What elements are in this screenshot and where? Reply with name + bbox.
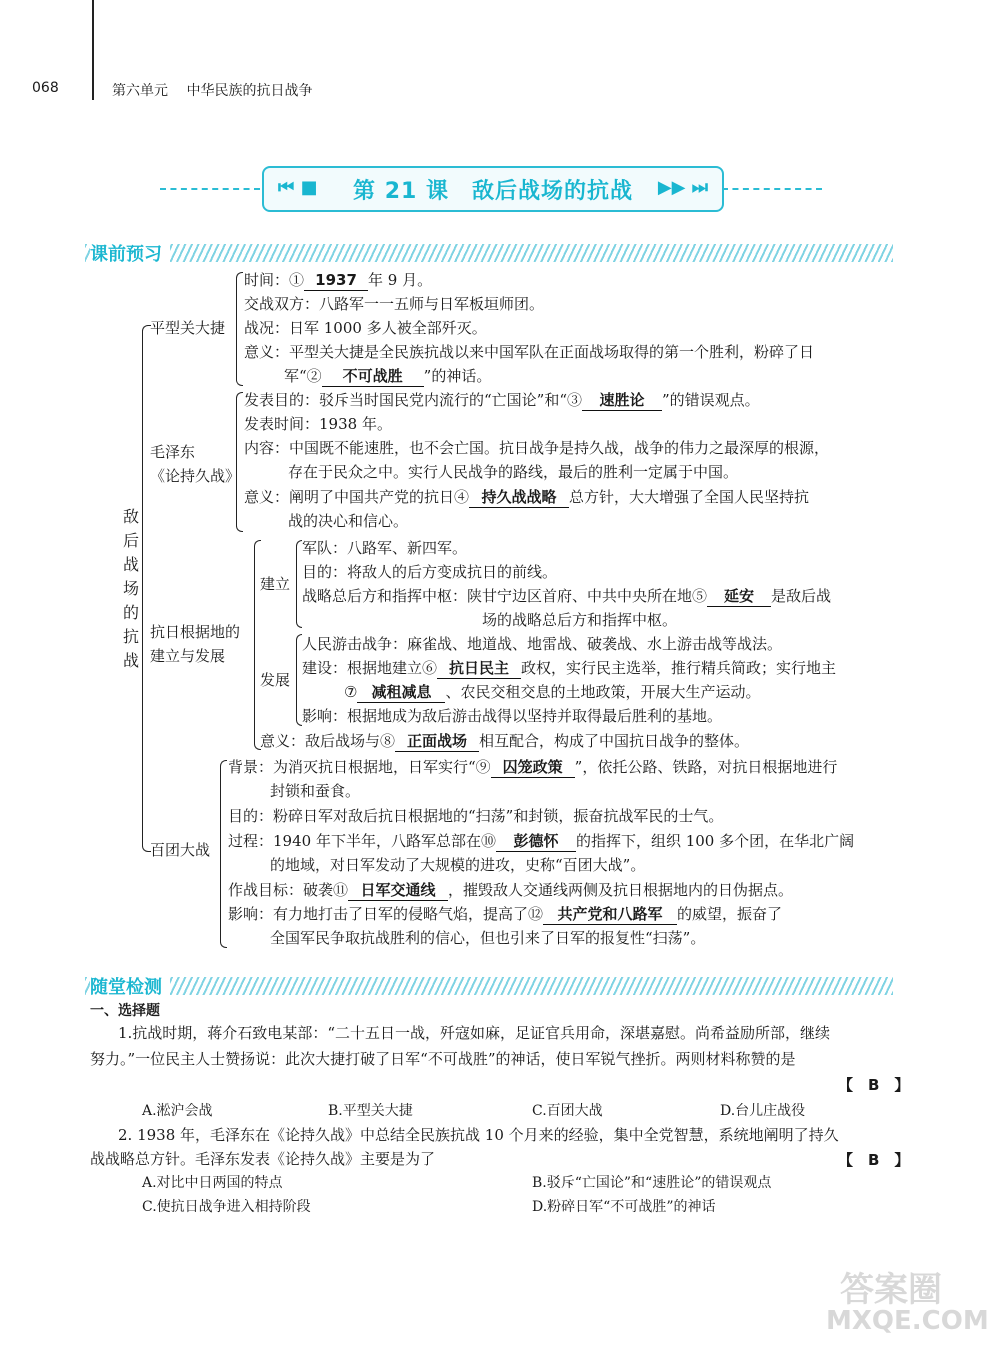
- blank-2[interactable]: 不可战胜: [322, 366, 424, 387]
- hundred-effect: 影响：有力地打击了日军的侵略气焰，提高了⑫ 共产党和八路军 的威望，振奋了: [228, 905, 783, 923]
- mao-content: 内容：中国既不能速胜，也不会亡国。抗日战争是持久战，战争的伟力之最深厚的根源，: [244, 439, 830, 457]
- mao-label-2: 《论持久战》: [150, 467, 241, 485]
- unit-label: 第六单元: [112, 83, 168, 99]
- section-title-preview: 课前预习: [90, 240, 170, 266]
- base-army: 军队：八路军、新四军。: [302, 539, 468, 557]
- mao-purpose: 发表目的：驳斥当时国民党内流行的“亡国论”和“③ 速胜论 ”的错误观点。: [244, 391, 760, 409]
- section-bar-preview: [85, 244, 893, 262]
- hundred-target: 作战目标：破袭⑪ 日军交通线 ，摧毁敌人交通线两侧及抗日根据地内的日伪据点。: [228, 881, 794, 899]
- hundred-bg-2: 封锁和蚕食。: [270, 782, 361, 800]
- q2-option-c[interactable]: C.使抗日战争进入相持阶段: [142, 1199, 311, 1215]
- mao-label-1: 毛泽东: [150, 443, 196, 461]
- blank-3[interactable]: 速胜论: [582, 390, 662, 411]
- base-brace: [254, 540, 261, 750]
- q1-answer[interactable]: 【 B 】: [838, 1076, 910, 1094]
- q1-option-b[interactable]: B.平型关大捷: [328, 1103, 413, 1119]
- header-divider: [92, 0, 94, 100]
- q1-option-d[interactable]: D.台儿庄战役: [720, 1103, 806, 1119]
- lesson-title-box: [262, 166, 724, 212]
- pxg-label: 平型关大捷: [150, 319, 226, 337]
- blank-8[interactable]: 正面战场: [395, 731, 479, 752]
- mao-meaning-2: 战的决心和信心。: [288, 512, 409, 530]
- pxg-time: 时间：① 1937 年 9 月。: [244, 271, 433, 289]
- blank-10[interactable]: 彭德怀: [496, 831, 576, 852]
- blank-11[interactable]: 日军交通线: [348, 880, 448, 901]
- blank-7[interactable]: 减租减息: [357, 682, 445, 703]
- base-label-2: 建立与发展: [150, 647, 226, 665]
- base-cons: 建设：根据地建立⑥ 抗日民主 政权，实行民主选举，推行精兵简政；实行地主: [302, 659, 837, 677]
- base-impact: 影响：根据地成为敌后游击战得以坚持并取得最后胜利的基地。: [302, 707, 723, 725]
- blank-12[interactable]: 共产党和八路军: [543, 904, 677, 925]
- section-title-check: 随堂检测: [90, 973, 170, 999]
- hundred-goal: 目的：粉碎日军对敌后抗日根据地的“扫荡”和封锁，振奋抗战军民的士气。: [228, 807, 724, 825]
- base-label-1: 抗日根据地的: [150, 623, 241, 641]
- root-brace: [142, 325, 151, 852]
- title-deco-left: [160, 188, 260, 190]
- base-hq: 战略总后方和指挥中枢：陕甘宁边区首府、中共中央所在地⑤ 延安 是敌后战: [302, 587, 832, 605]
- mao-time: 发表时间：1938 年。: [244, 415, 392, 433]
- q2-option-b[interactable]: B.驳斥“亡国论”和“速胜论”的错误观点: [532, 1175, 772, 1191]
- hundred-bg: 背景：为消灭抗日根据地，日军实行“⑨ 囚笼政策 ”，依托公路、铁路，对抗日根据地进行: [228, 758, 838, 776]
- unit-title: 中华民族的抗日战争: [186, 83, 313, 99]
- q1-line-1: 1.抗战时期，蒋介石致电某部：“二十五日一战，歼寇如麻，足证官兵用命，深堪嘉慰。尚希益励所部，继续: [118, 1024, 830, 1042]
- q2-line-2: 战战略总方针。毛泽东发表《论持久战》主要是为了: [90, 1150, 436, 1168]
- base-cons-2: ⑦ 减租减息 、农民交租交息的土地政策，开展大生产运动。: [344, 683, 761, 701]
- mao-brace: [236, 392, 243, 532]
- q2-option-a[interactable]: A.对比中日两国的特点: [142, 1175, 283, 1191]
- blank-1[interactable]: 1937: [304, 270, 368, 291]
- blank-4[interactable]: 持久战战略: [469, 487, 569, 508]
- blank-9[interactable]: 囚笼政策: [491, 757, 575, 778]
- mao-meaning: 意义：阐明了中国共产党的抗日④ 持久战战略 总方针，大大增强了全国人民坚持抗: [244, 488, 810, 506]
- watermark-url: MXQE.COM: [826, 1306, 989, 1336]
- mao-content-2: 存在于民众之中。实行人民战争的路线，最后的胜利一定属于中国。: [288, 463, 739, 481]
- pxg-meaning-2: 军“② 不可战胜 ”的神话。: [284, 367, 492, 385]
- title-deco-right: [722, 188, 822, 190]
- running-header: [112, 80, 312, 100]
- outline-root: 敌后战场的抗战: [122, 507, 139, 670]
- q1-option-c[interactable]: C.百团大战: [532, 1103, 603, 1119]
- question-type: 一、选择题: [90, 1003, 160, 1019]
- dev-label: 发展: [260, 671, 291, 689]
- section-bar-check: [85, 977, 893, 995]
- base-meaning: 意义：敌后战场与⑧ 正面战场 相互配合，构成了中国抗日战争的整体。: [260, 732, 750, 750]
- q1-line-2: 努力。”一位民主人士赞扬说：此次大捷打破了日军“不可战胜”的神话，使日军锐气挫折。两则材料称赞的是: [90, 1050, 796, 1068]
- q1-option-a[interactable]: A.淞沪会战: [142, 1103, 213, 1119]
- hundred-label: 百团大战: [150, 841, 211, 859]
- blank-5[interactable]: 延安: [707, 586, 771, 607]
- hundred-proc-2: 的地域，对日军发动了大规模的进攻，史称“百团大战”。: [270, 856, 646, 874]
- q2-line-1: 2. 1938 年，毛泽东在《论持久战》中总结全民族抗战 10 个月来的经验，集中全党智慧，系统地阐明了持久: [118, 1126, 839, 1144]
- lesson-title: 第 21 课 敌后战场的抗战: [353, 179, 633, 204]
- forward-icon: ▶▶ ⏭: [657, 177, 708, 198]
- blank-6[interactable]: 抗日民主: [437, 658, 521, 679]
- pxg-meaning: 意义：平型关大捷是全民族抗战以来中国军队在正面战场取得的第一个胜利，粉碎了日: [244, 343, 815, 361]
- q2-answer[interactable]: 【 B 】: [838, 1151, 910, 1169]
- hundred-brace: [220, 760, 227, 948]
- page-number: 068: [32, 80, 59, 96]
- pxg-result: 战况：日军 1000 多人被全部歼灭。: [244, 319, 487, 337]
- rewind-icon: ⏮ ■: [278, 177, 318, 198]
- hundred-effect-2: 全国军民争取抗战胜利的信心，但也引来了日军的报复性“扫荡”。: [270, 929, 706, 947]
- pxg-sides: 交战双方：八路军一一五师与日军板垣师团。: [244, 295, 545, 313]
- hundred-proc: 过程：1940 年下半年，八路军总部在⑩ 彭德怀 的指挥下，组织 100 多个团，在华北广阔: [228, 832, 855, 850]
- base-goal: 目的：将敌人的后方变成抗日的前线。: [302, 563, 558, 581]
- base-hq-2: 场的战略总后方和指挥中枢。: [482, 611, 678, 629]
- watermark-logo: 答案圈: [840, 1270, 942, 1310]
- build-label: 建立: [260, 575, 291, 593]
- base-guerrilla: 人民游击战争：麻雀战、地道战、地雷战、破袭战、水上游击战等战法。: [302, 635, 783, 653]
- pxg-brace: [236, 272, 243, 386]
- q2-option-d[interactable]: D.粉碎日军“不可战胜”的神话: [532, 1199, 716, 1215]
